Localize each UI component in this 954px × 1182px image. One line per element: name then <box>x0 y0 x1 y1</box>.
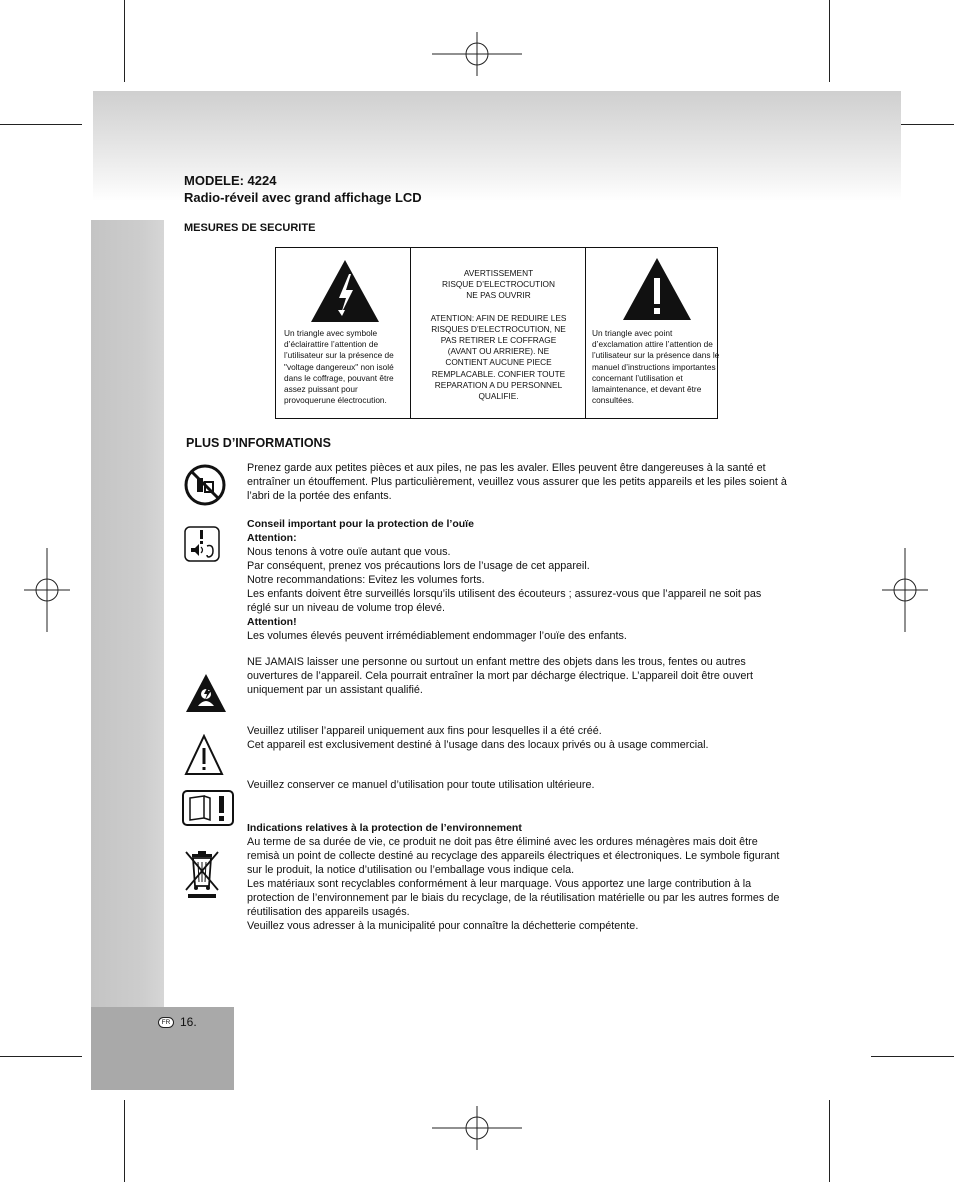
hearing-line: Nous tenons à votre ouïe autant que vous. <box>247 546 451 558</box>
safety-middle-line: AVERTISSEMENT <box>463 268 534 278</box>
hearing-section <box>247 517 787 643</box>
registration-mark-icon <box>432 32 522 76</box>
registration-mark-icon <box>24 548 70 632</box>
safety-heading: MESURES DE SECURITE <box>184 222 316 234</box>
safety-middle-line: RISQUE D’ELECTROCUTION <box>442 279 555 290</box>
safety-middle-line: (AVANT OU ARRIERE). NE <box>447 346 550 357</box>
electric-shock-warning-icon <box>184 672 228 714</box>
environment-line: Veuillez vous adresser à la municipalité pour connaître la déchetterie compétente. <box>247 920 639 932</box>
hearing-attention-2: Attention! <box>247 616 297 628</box>
registration-mark-icon <box>882 548 928 632</box>
caution-triangle-icon <box>184 734 224 776</box>
page-number-value: 16. <box>180 1015 197 1029</box>
no-small-parts-icon <box>184 464 226 506</box>
safety-middle-line: RISQUES D’ELECTROCUTION, NE <box>431 323 566 334</box>
keep-manual-text: Veuillez conserver ce manuel d’utilisation pour toute utilisation ultérieure. <box>247 779 595 791</box>
hearing-final: Les volumes élevés peuvent irrémédiablement endommager l’ouïe des enfants. <box>247 630 627 642</box>
usage-section <box>247 724 787 752</box>
hearing-line: Notre recommandations: Evitez les volumes forts. <box>247 574 485 586</box>
hearing-line: Par conséquent, prenez vos précautions lors de l’usage de cet appareil. <box>247 560 590 572</box>
crop-mark <box>124 0 125 82</box>
hearing-warning-icon <box>184 526 220 562</box>
exclamation-warning-triangle-icon <box>621 256 693 322</box>
crop-mark <box>0 1056 82 1057</box>
safety-middle-line: QUALIFIE. <box>478 391 519 402</box>
safety-box <box>275 247 718 419</box>
safety-left-text: Un triangle avec symbole d’éclairattire l’attention de l’utilisateur sur la présence de "voltage dangereux" non isolé dans le coffrage, pouvant être assez puissant pour provoquerune électrocution. <box>284 328 394 406</box>
page-number <box>158 1015 197 1029</box>
crop-mark <box>829 0 830 82</box>
info-heading: PLUS D’INFORMATIONS <box>186 436 331 450</box>
crop-mark <box>871 1056 954 1057</box>
safety-col-right <box>586 248 720 418</box>
hearing-attention: Attention: <box>247 532 297 544</box>
safety-middle-line: ATENTION: AFIN DE REDUIRE LES <box>430 312 567 323</box>
environment-title: Indications relatives à la protection de l’environnement <box>247 822 522 834</box>
crop-mark <box>124 1100 125 1182</box>
usage-line: Cet appareil est exclusivement destiné à l’usage dans des locaux privés ou à usage commercial. <box>247 739 709 751</box>
small-parts-text: Prenez garde aux petites pièces et aux piles, ne pas les avaler. Elles peuvent être dangereuses à la santé et entraîner un étouffement. Plus particulièrement, veuillez vous assurer que les petits appareils et les piles soient à l’abri de la portée des enfants. <box>247 462 787 502</box>
crop-mark <box>0 124 82 125</box>
safety-middle-line: REPARATION A DU PERSONNEL <box>434 379 563 390</box>
safety-middle-line: REMPLACABLE. CONFIER TOUTE <box>431 368 566 379</box>
environment-section <box>247 821 787 933</box>
environment-line: Au terme de sa durée de vie, ce produit ne doit pas être éliminé avec les ordures ménagères mais doit être remisà un point de collecte destiné au recyclage des appareils électriques et électroniques. Le symbole figurant sur le produit, la notice d’utilisation ou l’emballage vous indique cela. <box>247 836 780 876</box>
side-band <box>91 220 164 1090</box>
openings-text: NE JAMAIS laisser une personne ou surtout un enfant mettre des objets dans les trous, fentes ou autres ouvertures de l’appareil. Cela pourrait entraîner la mort par décharge électrique. L’appareil doit être ouvert uniquement par un assistant qualifié. <box>247 656 753 696</box>
safety-col-middle <box>411 248 586 418</box>
safety-middle-line: PAS RETIRER LE COFFRAGE <box>440 335 557 346</box>
model-title: MODELE: 4224 <box>184 173 277 188</box>
safety-middle-line <box>415 302 582 313</box>
safety-col-left <box>276 248 411 418</box>
language-badge: FR <box>158 1017 174 1028</box>
safety-middle-line: NE PAS OUVRIR <box>466 290 531 301</box>
model-subtitle: Radio-réveil avec grand affichage LCD <box>184 190 422 205</box>
safety-middle-line: CONTIENT AUCUNE PIECE <box>445 357 552 368</box>
hearing-line: Les enfants doivent être surveillés lorsqu’ils utilisent des écouteurs ; assurez-vous que l’appareil ne soit pas réglé sur un niveau de volume trop élevé. <box>247 588 762 614</box>
usage-line: Veuillez utiliser l’appareil uniquement aux fins pour lesquelles il a été créé. <box>247 725 602 737</box>
safety-middle-text <box>415 268 582 402</box>
environment-line: Les matériaux sont recyclables conformément à leur marquage. Vous apportez une large contribution à la protection de l’environnement par le biais du recyclage, de la réutilisation matérielle ou par les autres formes de réutilisation des appareils usagés. <box>247 878 780 918</box>
hearing-title: Conseil important pour la protection de l’ouïe <box>247 518 474 530</box>
lightning-warning-triangle-icon <box>309 258 381 324</box>
crossed-out-bin-icon <box>184 848 220 900</box>
safety-right-text: Un triangle avec point d’exclamation attire l’attention de l’utilisateur sur la présence dans le manuel d’instructions importantes concernant l’utilisation et lamaintenance, et devant être consultées. <box>592 328 720 406</box>
crop-mark <box>829 1100 830 1182</box>
registration-mark-icon <box>432 1106 522 1150</box>
manual-book-icon <box>182 790 234 826</box>
